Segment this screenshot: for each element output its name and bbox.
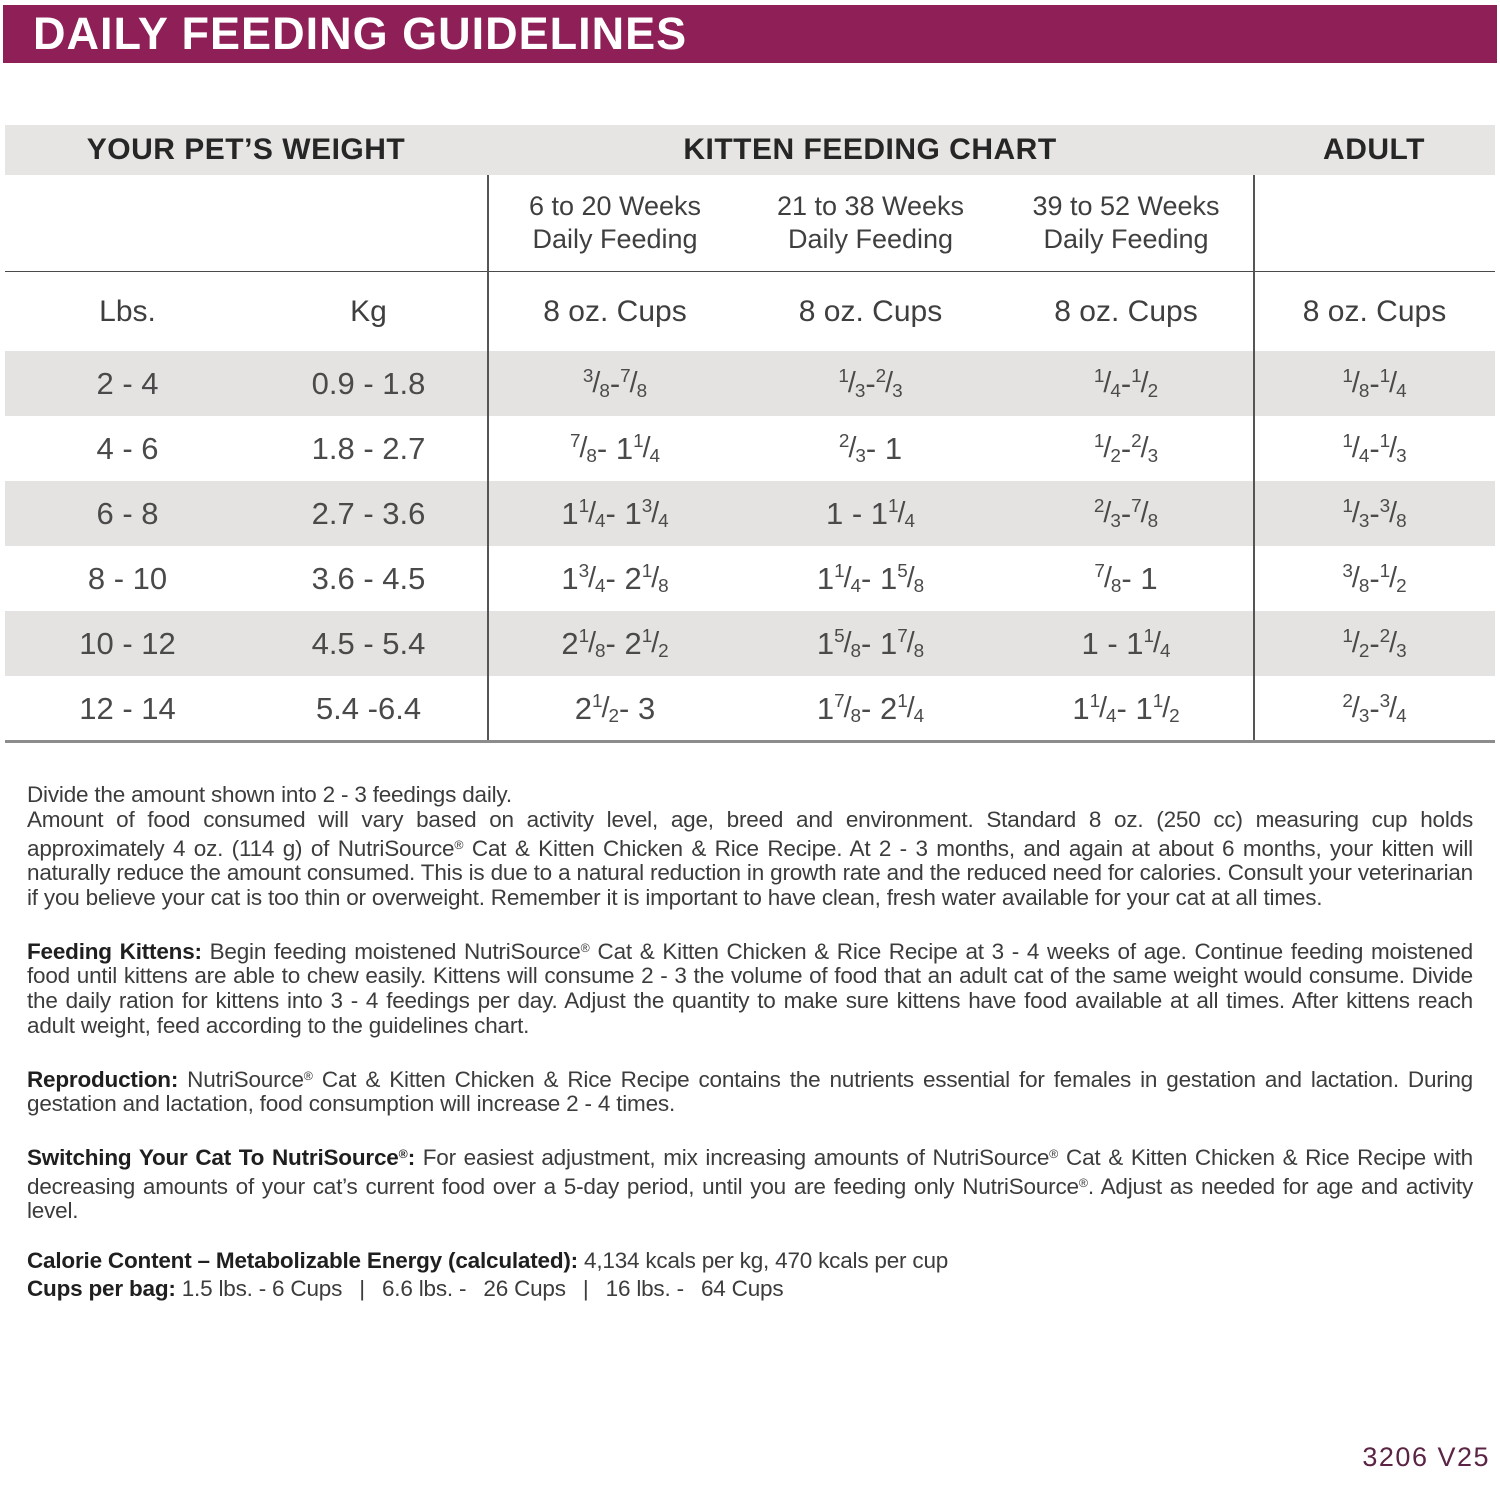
period-range: 39 to 52 Weeks bbox=[1032, 191, 1220, 221]
table-row bbox=[5, 611, 1495, 676]
paragraph-lead: Cups per bag: bbox=[27, 1275, 176, 1301]
period-39-52-weeks bbox=[998, 175, 1254, 271]
kitten-period-header-row bbox=[5, 175, 1495, 271]
cell-kitten-39-52: $^1/_4$ - $^1/_2$ bbox=[1093, 365, 1159, 403]
period-21-38-weeks bbox=[743, 175, 998, 271]
cell-kitten-39-52: 1 - 1 $^1/_4$ bbox=[1081, 625, 1171, 663]
cell-lbs: 8 - 10 bbox=[87, 560, 168, 596]
cell-kitten-21-38: 1 $^7/_8$ - 2 $^1/_4$ bbox=[816, 690, 925, 728]
unit-kg: Kg bbox=[350, 294, 387, 328]
cell-adult: $^2/_3$ - $^3/_4$ bbox=[1342, 690, 1407, 728]
period-range: 21 to 38 Weeks bbox=[776, 191, 965, 221]
paragraph-text: 1.5 lbs. - 6 Cups | 6.6 lbs. - 26 Cups | 16 lbs. - 64 Cups bbox=[175, 1275, 784, 1301]
calorie-content-line bbox=[27, 1249, 1473, 1274]
spacer bbox=[1254, 175, 1495, 271]
cell-kg: 3.6 - 4.5 bbox=[311, 560, 426, 596]
version-code: 3206 V25 bbox=[1362, 1442, 1490, 1472]
cell-kitten-6-20: 1 $^3/_4$ - 2 $^1/_8$ bbox=[561, 560, 669, 598]
banner bbox=[3, 5, 1497, 63]
cell-kitten-6-20: $^3/_8$ - $^7/_8$ bbox=[582, 365, 648, 403]
cell-adult: $^1/_4$ - $^1/_3$ bbox=[1342, 430, 1407, 468]
cell-kg: 0.9 - 1.8 bbox=[311, 365, 426, 401]
cell-kitten-6-20: 1 $^1/_4$ - 1 $^3/_4$ bbox=[561, 495, 669, 533]
cell-kg: 2.7 - 3.6 bbox=[311, 495, 426, 531]
cell-adult: $^1/_2$ - $^2/_3$ bbox=[1342, 625, 1407, 663]
adult-section-title: ADULT bbox=[1323, 133, 1425, 166]
feeding-kittens-paragraph bbox=[27, 936, 1473, 1039]
cell-lbs: 2 - 4 bbox=[96, 365, 159, 401]
cell-adult: $^3/_8$ - $^1/_2$ bbox=[1342, 560, 1407, 598]
units-row bbox=[5, 272, 1495, 351]
notes-section bbox=[27, 783, 1473, 1305]
intro-first-line: Divide the amount shown into 2 - 3 feedings daily. bbox=[27, 782, 512, 807]
table-row bbox=[5, 676, 1495, 741]
period-range: 6 to 20 Weeks bbox=[528, 191, 702, 221]
paragraph-text: 4,134 kcals per kg, 470 kcals per cup bbox=[577, 1248, 949, 1274]
paragraph-text: Begin feeding moistened NutriSource® Cat & Kitten Chicken & Rice Recipe at 3 - 4 weeks of age. Continue feeding moistened food until kittens are able to chew easily. Kittens will consume 2 - 3 the volume of food that an adult cat of the same weight would consume. Divide the daily ration for kittens into 3 - 4 feedings per day. Adjust the quantity to make sure kittens have food available at all times. After kittens reach adult weight, feed according to the guidelines chart. bbox=[27, 938, 1473, 1038]
cell-kitten-6-20: $^7/_8$ - 1 $^1/_4$ bbox=[569, 430, 661, 468]
paragraph-lead: Calorie Content – Metabolizable Energy (calculated): bbox=[27, 1248, 578, 1274]
cell-kitten-21-38: 1 $^1/_4$ - 1 $^5/_8$ bbox=[816, 560, 925, 598]
cell-kitten-21-38: $^1/_3$ - $^2/_3$ bbox=[838, 365, 903, 403]
paragraph-text: NutriSource® Cat & Kitten Chicken & Rice Recipe contains the nutrients essential for females in gestation and lactation. During gestation and lactation, food consumption will increase 2 - 4 times. bbox=[27, 1066, 1473, 1117]
cell-kitten-39-52: $^7/_8$ - 1 bbox=[1094, 560, 1158, 598]
unit-cups-21-38: 8 oz. Cups bbox=[798, 294, 943, 328]
table-row bbox=[5, 481, 1495, 546]
cell-lbs: 4 - 6 bbox=[96, 430, 159, 466]
cell-lbs: 10 - 12 bbox=[79, 625, 176, 661]
table-bottom-rule bbox=[5, 740, 1495, 743]
vertical-divider-left bbox=[487, 175, 489, 741]
paragraph-lead: Reproduction: bbox=[27, 1066, 179, 1092]
cell-kg: 1.8 - 2.7 bbox=[311, 430, 426, 466]
cell-adult: $^1/_3$ - $^3/_8$ bbox=[1342, 495, 1407, 533]
cups-per-bag-line bbox=[27, 1277, 1473, 1302]
cell-kitten-6-20: 2 $^1/_8$ - 2 $^1/_2$ bbox=[561, 625, 669, 663]
kitten-section-title: KITTEN FEEDING CHART bbox=[683, 133, 1057, 166]
cell-lbs: 12 - 14 bbox=[79, 690, 176, 726]
cell-kitten-39-52: 1 $^1/_4$ - 1 $^1/_2$ bbox=[1072, 690, 1180, 728]
table-header-band bbox=[5, 125, 1495, 175]
cell-adult: $^1/_8$ - $^1/_4$ bbox=[1342, 365, 1407, 403]
calorie-info-block bbox=[27, 1249, 1473, 1302]
cell-kg: 4.5 - 5.4 bbox=[311, 625, 426, 661]
table-row bbox=[5, 416, 1495, 481]
feeding-table bbox=[5, 125, 1495, 741]
cell-lbs: 6 - 8 bbox=[96, 495, 159, 531]
cell-kg: 5.4 -6.4 bbox=[315, 690, 422, 726]
table-row bbox=[5, 351, 1495, 416]
period-label: Daily Feeding bbox=[1043, 224, 1209, 254]
paragraph-lead: Switching Your Cat To NutriSource®: bbox=[27, 1144, 415, 1170]
weight-section-title: YOUR PET’S WEIGHT bbox=[86, 133, 406, 166]
cell-kitten-6-20: 2 $^1/_2$ - 3 bbox=[574, 690, 656, 728]
switching-paragraph bbox=[27, 1142, 1473, 1224]
period-label: Daily Feeding bbox=[532, 224, 698, 254]
period-6-20-weeks bbox=[487, 175, 743, 271]
cell-kitten-21-38: $^2/_3$ - 1 bbox=[838, 430, 903, 468]
table-row bbox=[5, 546, 1495, 611]
unit-cups-adult: 8 oz. Cups bbox=[1302, 294, 1447, 328]
cell-kitten-39-52: $^1/_2$ - $^2/_3$ bbox=[1093, 430, 1159, 468]
cell-kitten-21-38: 1 $^5/_8$ - 1 $^7/_8$ bbox=[816, 625, 925, 663]
intro-paragraph: Amount of food consumed will vary based on activity level, age, breed and environment. Standard 8 oz. (250 cc) measuring cup holds approximately 4 oz. (114 g) of NutriSource® Cat & Kitten Chicken & Rice Recipe. At 2 - 3 months, and again at about 6 months, your kitten will naturally reduce the amount consumed. This is due to a natural reduction in growth rate and the reduced need for calories. Consult your veterinarian if you believe your cat is too thin or overweight. Remember it is important to have clean, fresh water available for your cat at all times. bbox=[27, 806, 1473, 910]
page-title: DAILY FEEDING GUIDELINES bbox=[33, 8, 688, 59]
vertical-divider-right bbox=[1253, 175, 1255, 741]
spacer bbox=[5, 175, 487, 271]
cell-kitten-21-38: 1 - 1 $^1/_4$ bbox=[826, 495, 915, 533]
cell-kitten-39-52: $^2/_3$ - $^7/_8$ bbox=[1093, 495, 1159, 533]
reproduction-paragraph bbox=[27, 1064, 1473, 1117]
paragraph-lead: Feeding Kittens: bbox=[27, 938, 202, 964]
paragraph-text: For easiest adjustment, mix increasing amounts of NutriSource® Cat & Kitten Chicken & Rice Recipe with decreasing amounts of your cat’s current food over a 5-day period, until you are feeding only NutriSource®. Adjust as needed for age and activity level. bbox=[27, 1144, 1474, 1224]
unit-cups-39-52: 8 oz. Cups bbox=[1054, 294, 1198, 328]
period-label: Daily Feeding bbox=[787, 224, 954, 254]
unit-lbs: Lbs. bbox=[99, 294, 156, 328]
unit-cups-6-20: 8 oz. Cups bbox=[543, 294, 687, 328]
